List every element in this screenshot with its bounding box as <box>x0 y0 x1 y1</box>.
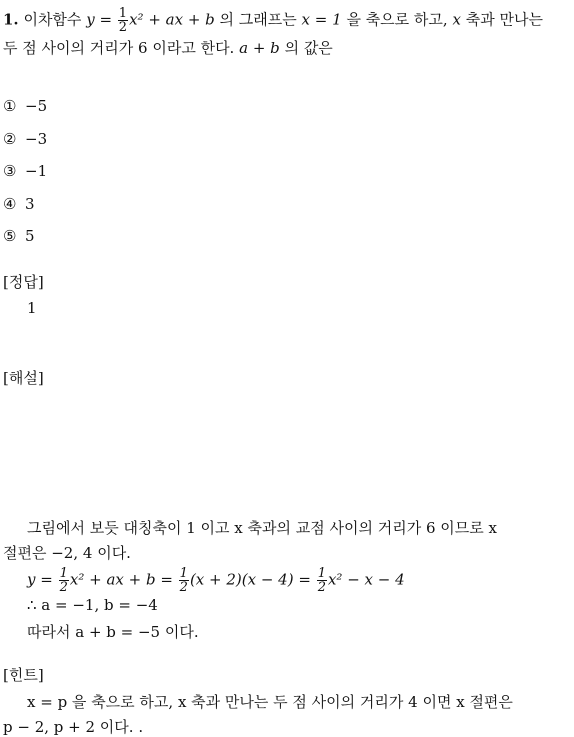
question-text-c: 을 축으로 하고, <box>346 10 448 29</box>
question-text-b: 의 그래프는 <box>219 10 297 29</box>
answer-value: 1 <box>27 299 37 317</box>
question-line-2 <box>3 37 333 58</box>
fraction-half: $\frac{1}{2}$ <box>317 566 326 595</box>
question-text-a: 이차함수 <box>23 10 82 29</box>
choice-value: −1 <box>25 162 48 180</box>
hint-heading: [힌트] <box>3 666 44 684</box>
choice-mark: ④ <box>3 195 17 213</box>
question-line-1 <box>3 7 543 34</box>
choice-2[interactable] <box>3 130 47 148</box>
explanation-line-2: 절편은 −2, 4 이다. <box>3 544 131 562</box>
question-text-d: 축과 만나는 <box>465 10 543 29</box>
fraction-half: $\frac{1}{2}$ <box>118 6 128 35</box>
explanation-line-4: ∴ a = −1, b = −4 <box>27 596 158 614</box>
math-six: 6 <box>138 39 148 57</box>
question-number: 1. <box>3 10 19 29</box>
fraction-half: $\frac{1}{2}$ <box>179 566 188 595</box>
choice-mark: ③ <box>3 162 17 180</box>
choice-value: 3 <box>25 195 35 213</box>
explanation-line-1: 그림에서 보듯 대칭축이 1 이고 x 축과의 교점 사이의 거리가 6 이므로 x <box>27 519 497 537</box>
choice-mark: ⑤ <box>3 227 17 245</box>
choice-1[interactable] <box>3 97 47 115</box>
hint-line-2: p − 2, p + 2 이다. . <box>3 718 144 736</box>
choice-value: −3 <box>25 130 48 148</box>
choice-4[interactable] <box>3 195 35 213</box>
choice-mark: ② <box>3 130 17 148</box>
choice-5[interactable] <box>3 227 35 245</box>
choice-3[interactable] <box>3 162 47 180</box>
choice-value: −5 <box>25 97 48 115</box>
hint-line-1: x = p 을 축으로 하고, x 축과 만나는 두 점 사이의 거리가 4 이면 x 절편은 <box>27 693 513 711</box>
fraction-half: $\frac{1}{2}$ <box>59 566 68 595</box>
math-y-eq: y = <box>86 10 113 29</box>
explanation-line-5: 따라서 a + b = −5 이다. <box>27 623 199 641</box>
explanation-equation: y = $\frac{1}{2}$ x² + ax + b = $\frac{1}{2}$ (x + 2)(x − 4) = $\frac{1}{2}$ x² − x − 4 <box>27 566 405 595</box>
question-text-e: 두 점 사이의 거리가 <box>3 39 134 57</box>
choice-value: 5 <box>25 227 35 245</box>
explanation-heading: [해설] <box>3 369 44 387</box>
math-quadratic: x² + ax + b <box>129 10 215 29</box>
question-text-f: 이라고 한다. <box>152 39 235 57</box>
answer-heading: [정답] <box>3 273 44 291</box>
math-x: x <box>452 10 461 29</box>
math-a-plus-b: a + b <box>239 39 280 57</box>
question-text-g: 의 값은 <box>284 39 333 57</box>
math-axis: x = 1 <box>301 10 342 29</box>
choice-mark: ① <box>3 97 17 115</box>
